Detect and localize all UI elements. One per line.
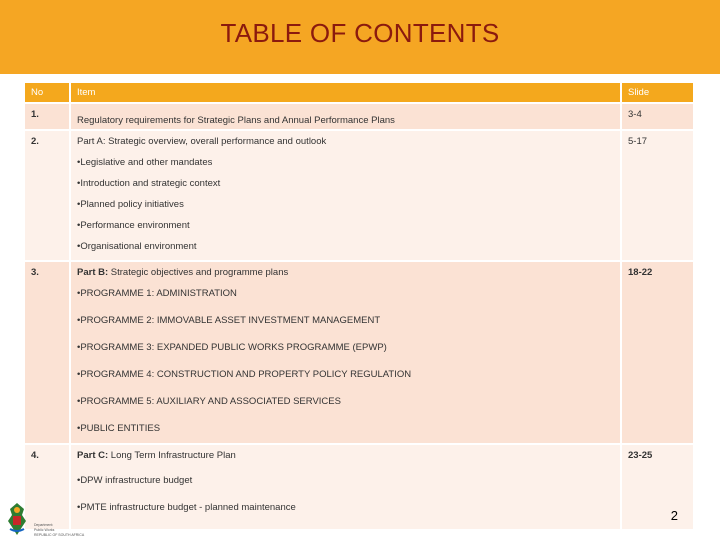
page-number: 2 [670, 508, 678, 523]
sub-item: •Introduction and strategic context [77, 178, 221, 189]
page-title: TABLE OF CONTENTS [220, 18, 500, 48]
row-number: 4. [25, 445, 71, 531]
row-slide: 3-4 [622, 104, 695, 131]
row-item [71, 131, 622, 262]
table-row [25, 131, 695, 262]
sub-item: •PROGRAMME 2: IMMOVABLE ASSET INVESTMENT MANAGEMENT [77, 315, 381, 326]
header-no: No [25, 83, 71, 104]
sub-item: •PUBLIC ENTITIES [77, 423, 161, 434]
row-item [71, 104, 622, 131]
department-logo [4, 501, 94, 539]
item-text: Strategic objectives and programme plans [110, 267, 289, 278]
item-title [77, 267, 614, 278]
item-title: Part A: Strategic overview, overall performance and outlook [77, 136, 327, 147]
logo-line: Public Works [34, 528, 55, 532]
table-row [25, 104, 695, 131]
row-number: 3. [25, 262, 71, 445]
sub-item: •Organisational environment [77, 241, 197, 252]
item-title: Regulatory requirements for Strategic Plans and Annual Performance Plans [77, 115, 395, 126]
item-prefix: Part B: [77, 267, 109, 278]
coat-of-arms-icon [4, 501, 30, 537]
item-text: Long Term Infrastructure Plan [110, 450, 236, 461]
logo-line: REPUBLIC OF SOUTH AFRICA [34, 533, 85, 537]
sub-item: •Performance environment [77, 220, 190, 231]
row-item [71, 262, 622, 445]
header-slide: Slide [622, 83, 695, 104]
sub-item: •PROGRAMME 1: ADMINISTRATION [77, 288, 237, 299]
logo-line: Department: [34, 523, 54, 527]
row-slide: 23-25 [622, 445, 695, 531]
header-item: Item [71, 83, 622, 104]
row-slide: 18-22 [622, 262, 695, 445]
item-prefix: Part C: [77, 450, 109, 461]
row-number: 1. [25, 104, 71, 131]
toc-table [25, 83, 695, 531]
row-item [71, 445, 622, 531]
sub-item: •Legislative and other mandates [77, 157, 213, 168]
sub-item: •PROGRAMME 5: AUXILIARY AND ASSOCIATED SERVICES [77, 396, 341, 407]
table-header-row [25, 83, 695, 104]
table-row [25, 262, 695, 445]
sub-item: •PROGRAMME 4: CONSTRUCTION AND PROPERTY POLICY REGULATION [77, 369, 412, 380]
sub-item: •Planned policy initiatives [77, 199, 184, 210]
sub-item: •DPW infrastructure budget [77, 475, 193, 486]
sub-item: •PMTE infrastructure budget - planned maintenance [77, 502, 296, 513]
row-number: 2. [25, 131, 71, 262]
sub-item: •PROGRAMME 3: EXPANDED PUBLIC WORKS PROGRAMME (EPWP) [77, 342, 387, 353]
row-slide: 5-17 [622, 131, 695, 262]
table-row [25, 445, 695, 531]
item-title [77, 450, 614, 461]
